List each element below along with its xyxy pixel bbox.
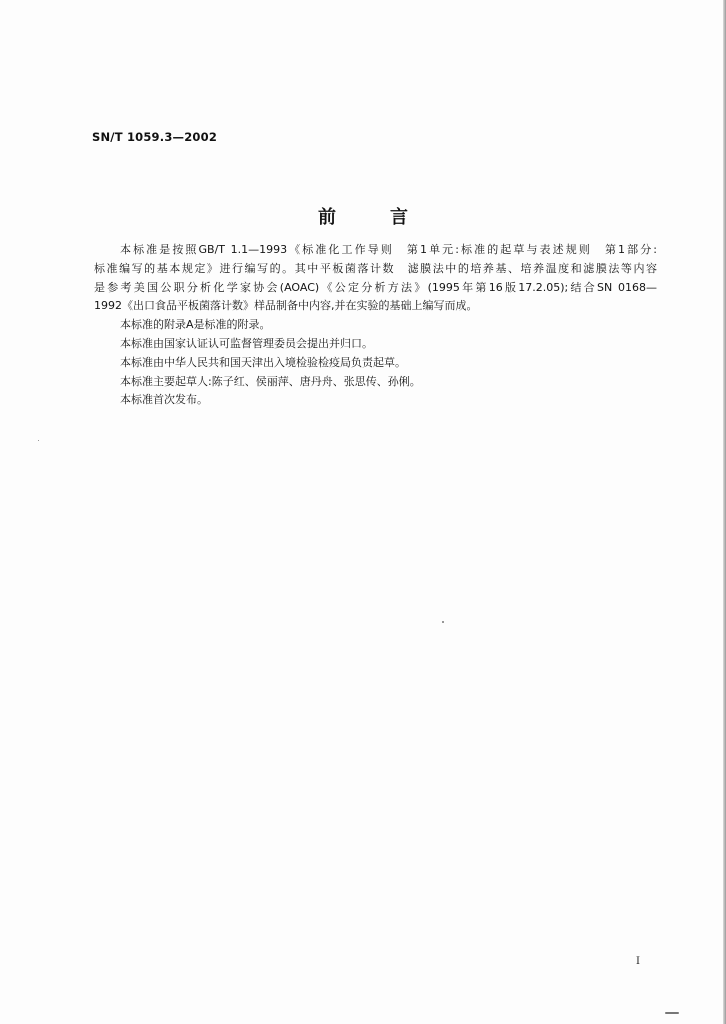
paragraph-line: 标准编写的基本规定》进行编写的。其中平板菌落计数 滤膜法中的培养基、培养温度和滤膜法等内容 [94,261,657,275]
standard-code: SN/T 1059.3—2002 [92,130,218,144]
paragraph-line: 本标准主要起草人:陈子红、侯丽萍、唐丹舟、张思传、孙俐。 [120,374,421,388]
scan-speck [665,1012,679,1014]
page-number: I [636,956,640,967]
paragraph-line: 本标准首次发布。 [120,393,208,407]
title-char-1: 前 [318,207,336,228]
paragraph-line: 本标准由国家认证认可监督管理委员会提出并归口。 [120,336,373,350]
foreword-body [94,241,657,410]
scan-speck [442,621,444,623]
scan-speck [38,440,39,441]
title-char-2: 言 [390,207,408,228]
paragraph-line: 本标准由中华人民共和国天津出入境检验检疫局负责起草。 [120,355,406,369]
paragraph-line: 是参考美国公职分析化学家协会(AOAC)《公定分析方法》(1995年第16版17.2.05);结合SN 0168— [94,280,657,294]
paragraph-line: 本标准的附录A是标准的附录。 [120,318,271,332]
paragraph-line: 1992《出口食品平板菌落计数》样品制备中内容,并在实验的基础上编写而成。 [94,299,478,313]
paragraph-line: 本标准是按照GB/T 1.1—1993《标准化工作导则 第1单元:标准的起草与表述规则 第1部分: [120,243,657,256]
page-title [0,203,726,229]
